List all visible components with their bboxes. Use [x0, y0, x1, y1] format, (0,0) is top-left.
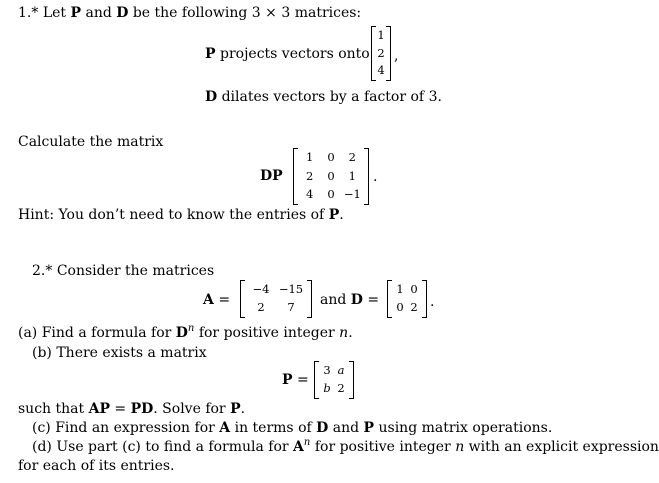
- vector-entry: 4: [377, 63, 385, 78]
- part-c: (c) Find an expression for A in terms of D and P using matrix operations.: [32, 420, 553, 436]
- matrix-entry: 2: [257, 300, 265, 315]
- projection-vector: [371, 26, 391, 81]
- matrix-entry: b: [323, 381, 331, 396]
- matrix-entry: 0: [396, 300, 404, 315]
- dp-label: DP: [260, 168, 283, 184]
- vector-entry: 1: [377, 28, 385, 43]
- matrix-entry: 0: [327, 187, 335, 202]
- matrix-entry: 2: [348, 150, 356, 165]
- matrix-entry: 0: [327, 168, 335, 183]
- such-that-line: such that AP = PD. Solve for P.: [18, 401, 246, 417]
- matrix-entry: 7: [287, 300, 295, 315]
- dp-matrix: [293, 148, 369, 205]
- d-period: .: [430, 294, 435, 310]
- problem1-intro: 1.* Let P and D be the following 3 × 3 matrices:: [18, 5, 362, 21]
- matrix-entry: −15: [278, 282, 304, 297]
- matrix-entry: 1: [396, 282, 404, 297]
- matrix-entry: −4: [252, 282, 270, 297]
- p-matrix: [314, 361, 354, 399]
- and-d-label: and D =: [320, 292, 380, 308]
- matrix-entry: 4: [306, 187, 314, 202]
- part-a: (a) Find a formula for $D^n$ for positive integer n.: [18, 323, 353, 341]
- part-d-continued: for each of its entries.: [18, 458, 175, 474]
- calculate-text: Calculate the matrix: [18, 134, 164, 150]
- p-projects-line: P projects vectors onto: [205, 46, 370, 62]
- d-matrix: [387, 280, 427, 318]
- matrix-entry: −1: [343, 187, 361, 202]
- matrix-entry: 2: [410, 300, 418, 315]
- dp-period: .: [373, 169, 378, 185]
- hint-text: Hint: You don’t need to know the entries of P.: [18, 207, 344, 223]
- vector-entry: 2: [377, 45, 385, 60]
- d-dilates-line: D dilates vectors by a factor of 3.: [205, 89, 442, 105]
- matrix-entry: 3: [323, 363, 331, 378]
- p-label: P =: [282, 372, 309, 388]
- problem2-intro: 2.* Consider the matrices: [32, 263, 215, 279]
- matrix-entry: 0: [327, 150, 335, 165]
- matrix-entry: 1: [306, 150, 314, 165]
- vector-comma: ,: [394, 48, 399, 64]
- part-d: (d) Use part (c) to find a formula for $A^n$ for positive integer n with an explicit expression: [32, 437, 659, 455]
- matrix-entry: 1: [348, 168, 356, 183]
- part-b: (b) There exists a matrix: [32, 345, 207, 361]
- matrix-entry: 0: [410, 282, 418, 297]
- a-label: A =: [203, 292, 231, 308]
- matrix-entry: 2: [337, 381, 345, 396]
- matrix-entry: 2: [306, 168, 314, 183]
- a-matrix: [240, 280, 312, 318]
- matrix-entry: a: [337, 363, 345, 378]
